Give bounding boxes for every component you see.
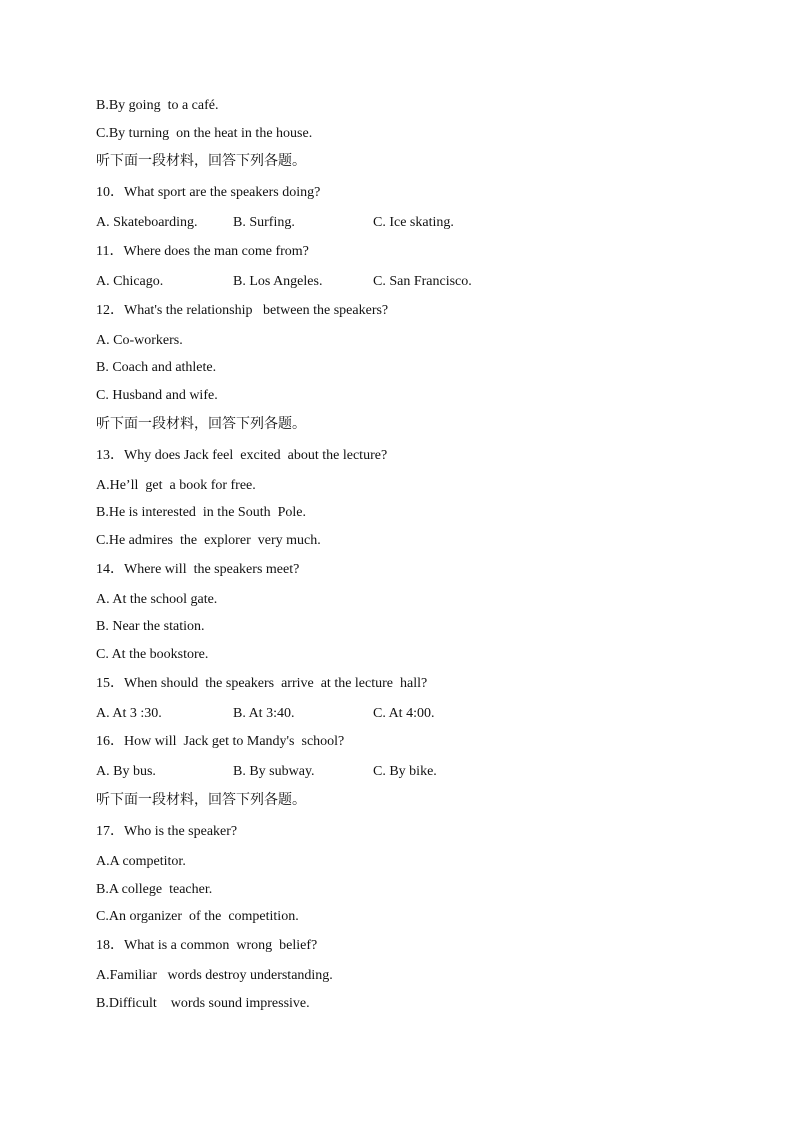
q16-option-c: C. By bike. [373, 764, 437, 779]
section-instruction: 听下面一段材料，回答下列各题。 [96, 153, 306, 169]
q12-option-b: B. Coach and athlete. [96, 360, 217, 375]
q11-option-c: C. San Francisco. [373, 274, 472, 289]
q15-option-a: A. At 3 :30. [96, 706, 162, 721]
section-instruction-2: 听下面一段材料，回答下列各题。 [96, 416, 306, 432]
q11-option-b: B. Los Angeles. [233, 274, 323, 289]
q17-option-c: C.An organizer of the competition. [96, 909, 299, 924]
q15-option-b: B. At 3:40. [233, 706, 295, 721]
q17-option-a: A.A competitor. [96, 854, 186, 869]
q9-option-c: C.By turning on the heat in the house. [96, 126, 313, 141]
q10-stem: 10．What sport are the speakers doing? [96, 185, 321, 200]
q16-options [96, 763, 716, 781]
q16-option-b: B. By subway. [233, 764, 315, 779]
q14-stem: 14．Where will the speakers meet? [96, 562, 300, 577]
q13-option-c: C.He admires the explorer very much. [96, 533, 321, 548]
q10-option-b: B. Surfing. [233, 215, 295, 230]
q13-stem: 13．Why does Jack feel excited about the lecture? [96, 448, 388, 463]
q11-options [96, 273, 716, 291]
q16-stem: 16．How will Jack get to Mandy's school? [96, 734, 345, 749]
q13-option-a: A.He’ll get a book for free. [96, 478, 256, 493]
q11-stem: 11．Where does the man come from? [96, 244, 309, 259]
q12-option-a: A. Co-workers. [96, 333, 183, 348]
section-instruction-3: 听下面一段材料，回答下列各题。 [96, 792, 306, 808]
q15-stem: 15．When should the speakers arrive at the lecture hall? [96, 676, 428, 691]
q18-stem: 18．What is a common wrong belief? [96, 938, 318, 953]
q15-options [96, 705, 716, 723]
q14-option-c: C. At the bookstore. [96, 647, 209, 662]
q10-option-c: C. Ice skating. [373, 215, 454, 230]
q18-option-a: A.Familiar words destroy understanding. [96, 968, 333, 983]
q9-option-b: B.By going to a café. [96, 98, 219, 113]
q13-option-b: B.He is interested in the South Pole. [96, 505, 306, 520]
q17-option-b: B.A college teacher. [96, 882, 213, 897]
q12-option-c: C. Husband and wife. [96, 388, 218, 403]
q14-option-b: B. Near the station. [96, 619, 205, 634]
q10-options [96, 214, 716, 232]
q18-option-b: B.Difficult words sound impressive. [96, 996, 310, 1011]
q12-stem: 12．What's the relationship between the speakers? [96, 303, 389, 318]
q10-option-a: A. Skateboarding. [96, 215, 198, 230]
q16-option-a: A. By bus. [96, 764, 156, 779]
q15-option-c: C. At 4:00. [373, 706, 435, 721]
q14-option-a: A. At the school gate. [96, 592, 218, 607]
q11-option-a: A. Chicago. [96, 274, 164, 289]
q17-stem: 17．Who is the speaker? [96, 824, 238, 839]
